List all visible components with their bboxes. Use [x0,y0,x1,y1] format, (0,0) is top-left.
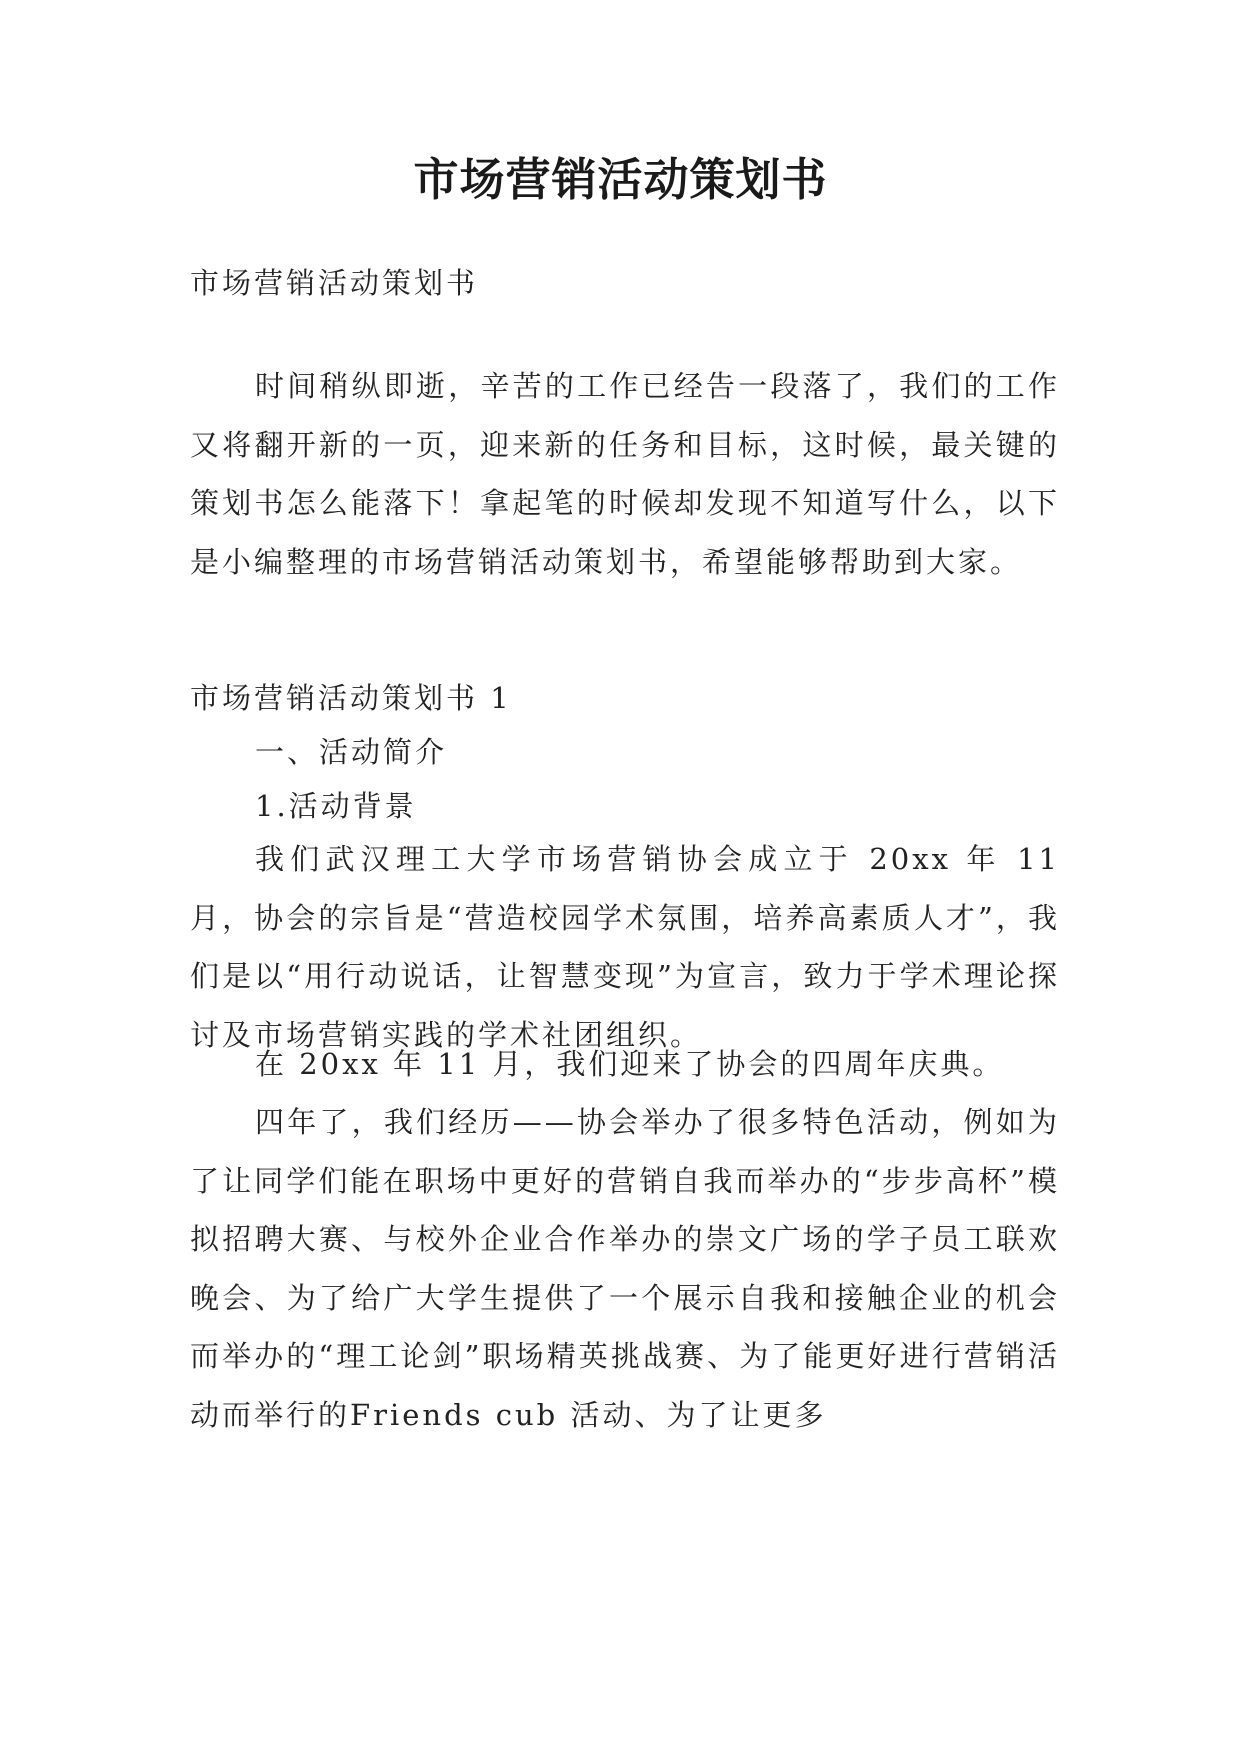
body-paragraph: 我们武汉理工大学市场营销协会成立于 20xx 年 11 月，协会的宗旨是“营造校园学术氛围，培养高素质人才”，我们是以“用行动说话，让智慧变现”为宣言，致力于学术理论探讨及市场营销实践的学术社团组织。 [190,842,1060,1052]
body-paragraph: 四年了，我们经历——协会举办了很多特色活动，例如为了让同学们能在职场中更好的营销自我而举办的“步步高杯”模拟招聘大赛、与校外企业合作举办的崇文广场的学子员工联欢晚会、为了给广大学生提供了一个展示自我和接触企业的机会而举办的“理工论剑”职场精英挑战赛、为了能更好进行营销活动而举行的Friends cub 活动、为了让更多 [190,1105,1060,1432]
sub-heading: 1.活动背景 [255,789,417,823]
section-heading: 市场营销活动策划书 1 [190,681,512,715]
intro-paragraph: 时间稍纵即逝，辛苦的工作已经告一段落了，我们的工作又将翻开新的一页，迎来新的任务和目标，这时候，最关键的策划书怎么能落下！拿起笔的时候却发现不知道写什么，以下是小编整理的市场营销活动策划书，希望能够帮助到大家。 [190,369,1060,579]
document-subtitle: 市场营销活动策划书 [190,266,479,300]
body-paragraph: 在 20xx 年 11 月，我们迎来了协会的四周年庆典。 [255,1047,1005,1081]
part-heading: 一、活动简介 [255,735,448,769]
document-title: 市场营销活动策划书 [413,153,828,206]
